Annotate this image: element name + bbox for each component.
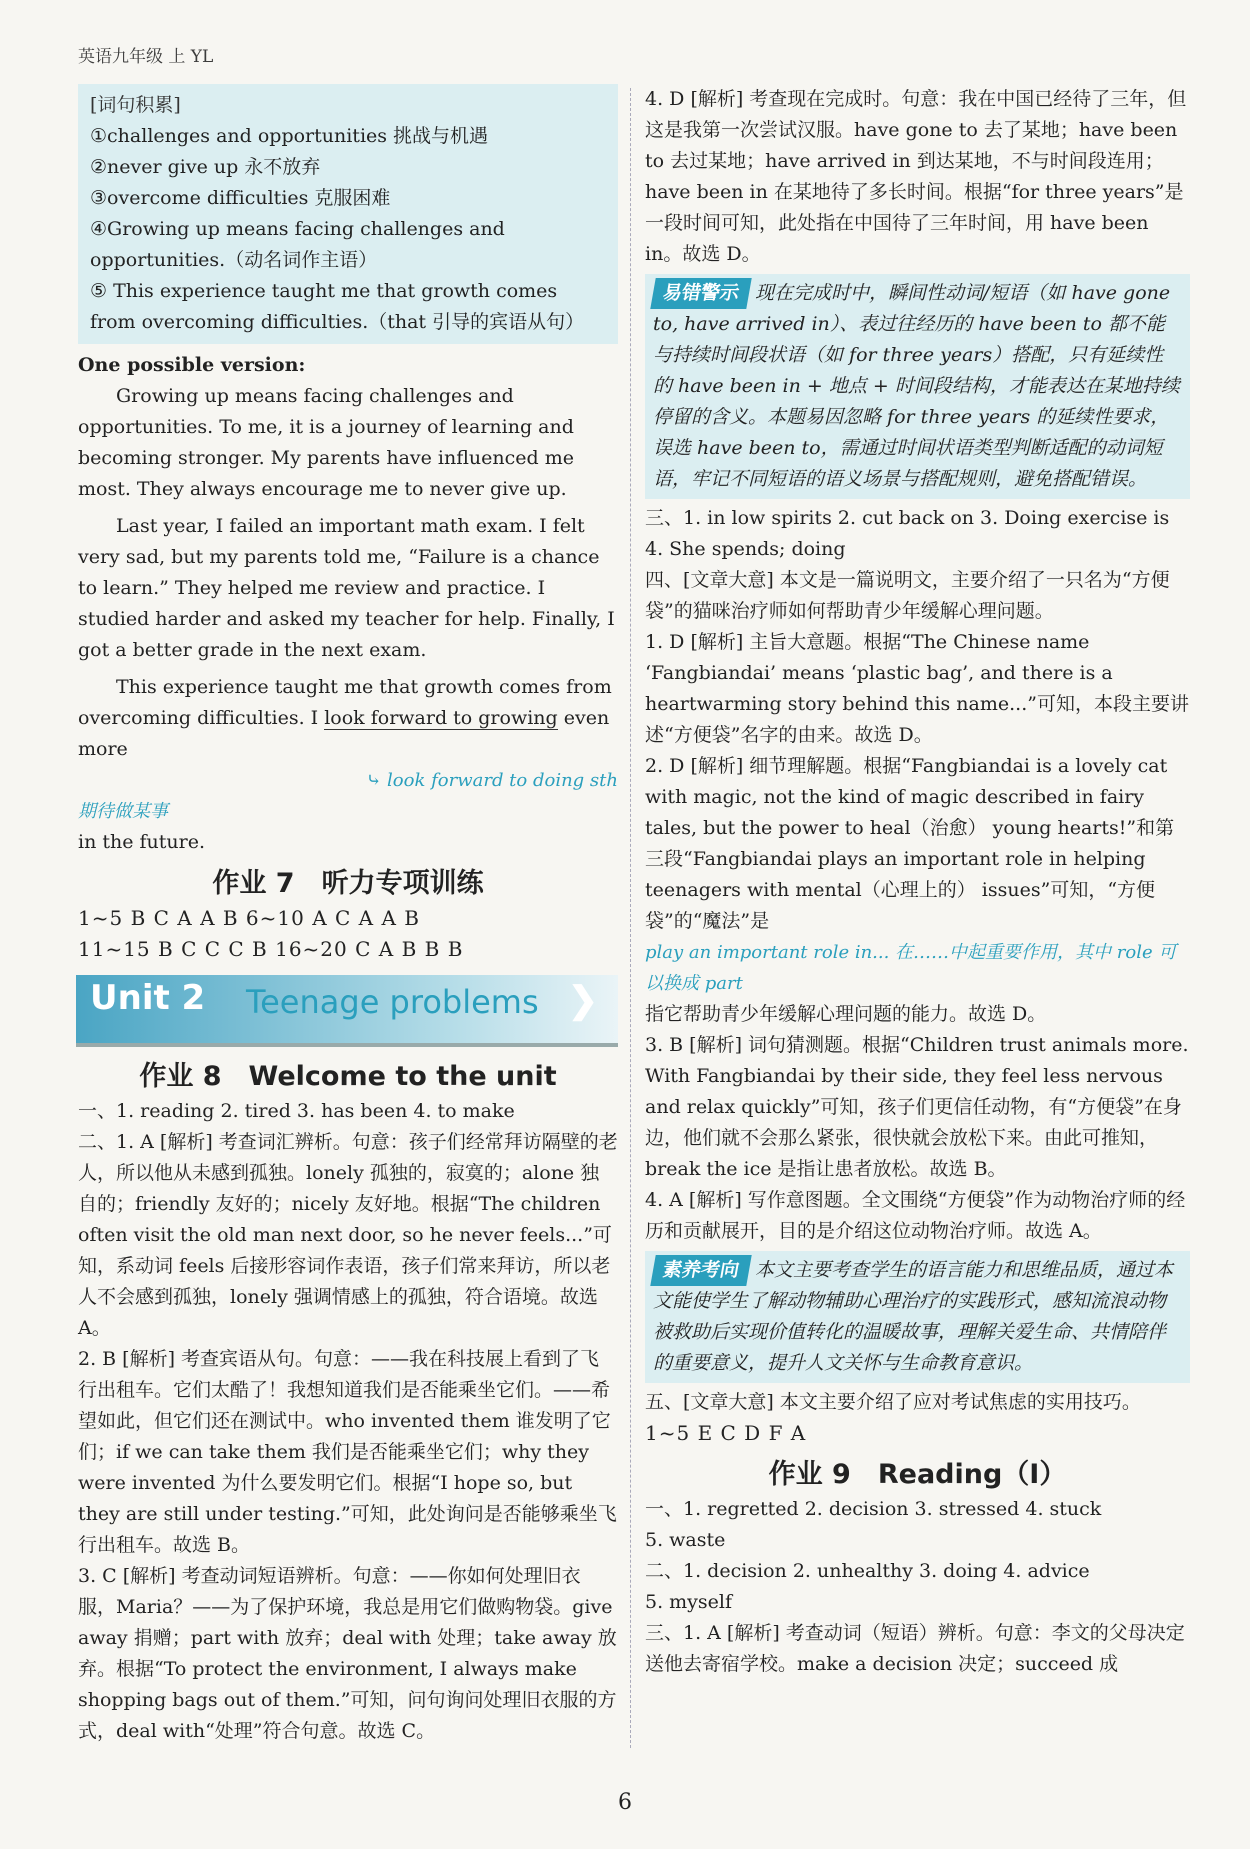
passage-summary: 五、[文章大意] 本文主要介绍了应对考试焦虑的实用技巧。 [645, 1391, 1141, 1413]
vocab-item: ④Growing up means facing challenges and opportunities.（动名词作主语） [90, 218, 505, 271]
answer-item: 4. A [解析] 写作意图题。全文围绕“方便袋”作为动物治疗师的经历和贡献展开，目的是介绍这位动物治疗师。故选 A。 [645, 1189, 1186, 1242]
essay-paragraph-3 [78, 672, 618, 765]
handnote-text: look forward to doing sth [387, 770, 618, 791]
page-header: 英语九年级 上 YL [78, 47, 214, 67]
answer-line: 4. She spends; doing [645, 538, 846, 560]
answer-item: 1. D [解析] 主旨大意题。根据“The Chinese name ‘Fangbiandai’ means ‘plastic bag’, and there is a heartwarming story behind this name...”可知，本段主要讲述“方便袋”名字的由来。故选 D。 [645, 631, 1189, 746]
answer-item: 2. B [解析] 考查宾语从句。句意：——我在科技展上看到了飞行出租车。它们太酷了！我想知道我们是否能乘坐它们。——希望如此，但它们还在测试中。who invented them 谁发明了它们；if we can take them 我们是否能乘坐它们；why they were invented 为什么要发明它们。根据“I hope so, but they are still under testing.”可知，此处询问是否能够乘坐飞行出租车。故选 B。 [78, 1348, 617, 1556]
answer-line: 二、1. decision 2. unhealthy 3. doing 4. advice [645, 1560, 1090, 1582]
vocab-box [78, 84, 618, 344]
answer-item: 指它帮助青少年缓解心理问题的能力。故选 D。 [645, 1003, 1047, 1025]
unit-title: Teenage problems [246, 983, 539, 1021]
literacy-box [645, 1251, 1190, 1383]
answer-line: 三、1. in low spirits 2. cut back on 3. Doing exercise is [645, 507, 1170, 529]
warning-label: 易错警示 [650, 278, 751, 309]
answer-item: 2. D [解析] 细节理解题。根据“Fangbiandai is a lovely cat with magic, not the kind of magic described in fairy tales, but the power to heal（治愈） young hearts!”和第三段“Fangbiandai plays an important role in helping teenagers with mental（心理上的） issues”可知，“方便袋”的“魔法”是 [645, 755, 1175, 932]
hw8-title: 作业 8 Welcome to the unit [139, 1061, 557, 1092]
essay-underlined: look forward to growing [324, 707, 558, 729]
vocab-box-title: [词句积累] [90, 94, 181, 116]
right-column [645, 84, 1190, 1680]
column-divider [630, 88, 631, 1748]
answer-line: 一、1. reading 2. tired 3. has been 4. to make [78, 1100, 515, 1122]
answer-item: 三、1. A [解析] 考查动词（短语）辨析。句意：李文的父母决定送他去寄宿学校。make a decision 决定；succeed 成 [645, 1622, 1185, 1675]
hw9-title: 作业 9 Reading（Ⅰ） [768, 1459, 1067, 1490]
vocab-item: ⑤ This experience taught me that growth comes from overcoming difficulties.（that 引导的宾语从句） [90, 280, 585, 333]
unit-label: Unit 2 [90, 978, 206, 1018]
vocab-item: ②never give up 永不放弃 [90, 156, 321, 178]
answer-line: 5. waste [645, 1529, 726, 1551]
essay-paragraph: Growing up means facing challenges and opportunities. To me, it is a journey of learning and becoming stronger. My parents have influenced me most. They always encourage me to never give up. [78, 385, 574, 500]
answer-line: 1~5 E C D F A [645, 1421, 807, 1445]
hw7-answers: 1~5 B C A A B 6~10 A C A A B [78, 906, 420, 930]
chevron-right-icon: ❯ [567, 979, 598, 1021]
warning-box [645, 274, 1190, 499]
answer-item: 4. D [解析] 考查现在完成时。句意：我在中国已经待了三年，但这是我第一次尝试汉服。have gone to 去了某地；have been to 去过某地；have arrived in 到达某地，不与时间段连用；have been in 在某地待了多长时间。根据“for three years”是一段时间可知，此处指在中国待了三年时间，用 have been in。故选 D。 [645, 88, 1187, 265]
warning-text: 现在完成时中，瞬间性动词/短语（如 have gone to, have arrived in）、表过往经历的 have been to 都不能与持续时间段状语（如 for three years）搭配，只有延续性的 have been in + 地点 + 时间段结构，才能表达在某地持续停留的含义。本题易因忽略 for three years 的延续性要求，误选 have been to，需通过时间状语类型判断适配的动词短语，牢记不同短语的语义场景与搭配规则，避免搭配错误。 [653, 282, 1180, 490]
answer-line: 5. myself [645, 1591, 733, 1613]
essay-text: This experience taught me that growth comes from overcoming difficulties. I [78, 676, 612, 729]
essay-text: even more [78, 707, 610, 760]
handnote-en: ⤷ look forward to doing sth [366, 770, 618, 791]
version-label: One possible version: [78, 354, 306, 376]
literacy-text: 本文主要考查学生的语言能力和思维品质，通过本文能使学生了解动物辅助心理治疗的实践形式，感知流浪动物被救助后实现价值转化的温暖故事，理解关爱生命、共情陪伴的重要意义，提升人文关怀与生命教育意识。 [653, 1259, 1174, 1374]
answer-item: 二、1. A [解析] 考查词汇辨析。句意：孩子们经常拜访隔壁的老人，所以他从未感到孤独。lonely 孤独的，寂寞的；alone 独自的；friendly 友好的；nicely 友好地。根据“The children often visit the old man next door, so he never feels...”可知，系动词 feels 后接形容词作表语，孩子们常来拜访，所以老人不会感到孤独，lonely 强调情感上的孤独，符合语境。故选 A。 [78, 1131, 618, 1339]
hw7-answers: 11~15 B C C C B 16~20 C A B B B [78, 937, 464, 961]
handnote: play an important role in... 在……中起重要作用，其中 role 可以换成 part [645, 942, 1177, 994]
literacy-label: 素养考向 [650, 1255, 751, 1286]
left-column [78, 84, 618, 1747]
passage-summary: 四、[文章大意] 本文是一篇说明文，主要介绍了一只名为“方便袋”的猫咪治疗师如何帮助青少年缓解心理问题。 [645, 569, 1170, 622]
page-number: 6 [618, 1790, 632, 1815]
unit-banner [76, 975, 618, 1047]
vocab-item: ③overcome difficulties 克服困难 [90, 187, 391, 209]
essay-paragraph: Last year, I failed an important math exam. I felt very sad, but my parents told me, “Failure is a chance to learn.” They helped me review and practice. I studied harder and asked my teacher for help. Finally, I got a better grade in the next exam. [78, 515, 615, 661]
answer-item: 3. B [解析] 词句猜测题。根据“Children trust animals more. With Fangbiandai by their side, they feel less nervous and relax quickly”可知，孩子们更信任动物，有“方便袋”在身边，他们就不会那么紧张，很快就会放松下来。由此可推知，break the ice 是指让患者放松。故选 B。 [645, 1034, 1189, 1180]
answer-line: 一、1. regretted 2. decision 3. stressed 4. stuck [645, 1498, 1102, 1520]
vocab-item: ①challenges and opportunities 挑战与机遇 [90, 125, 489, 147]
essay-end: in the future. [78, 831, 206, 853]
handnote-cn: 期待做某事 [78, 801, 168, 822]
hw7-title: 作业 7 听力专项训练 [212, 868, 484, 899]
answer-item: 3. C [解析] 考查动词短语辨析。句意：——你如何处理旧衣服，Maria？——为了保护环境，我总是用它们做购物袋。give away 捐赠；part with 放弃；deal with 处理；take away 放弃。根据“To protect the environment, I always make shopping bags out of them.”可知，问句询问处理旧衣服的方式，deal with“处理”符合句意。故选 C。 [78, 1565, 617, 1742]
